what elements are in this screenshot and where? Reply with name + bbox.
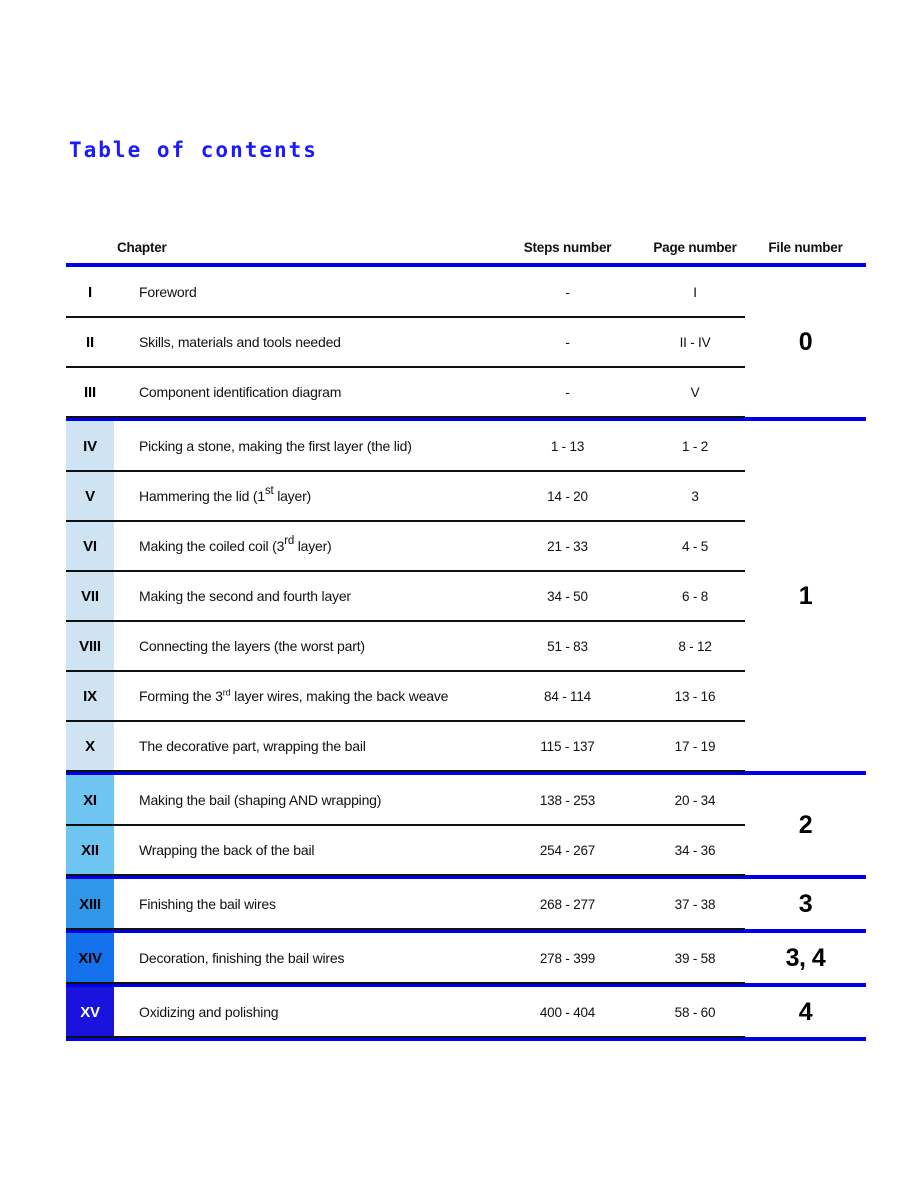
page-value: 37 - 38 — [674, 896, 716, 912]
page-value: 34 - 36 — [674, 842, 716, 858]
page-value: 8 - 12 — [678, 638, 712, 654]
chapter-title — [114, 438, 490, 454]
file-number: 4 — [798, 997, 813, 1026]
steps-value: 51 - 83 — [547, 638, 588, 654]
chapter-number-cell: X — [66, 721, 114, 771]
chapter-title — [114, 1004, 490, 1020]
page-value: 20 - 34 — [674, 792, 716, 808]
page-value: 3 — [691, 488, 699, 504]
column-header-file: File number — [768, 240, 843, 255]
steps-value: 400 - 404 — [539, 1004, 596, 1020]
file-group — [66, 987, 866, 1041]
title-text: Picking a stone, making the first layer (the lid) — [139, 438, 412, 454]
title-text: Decoration, finishing the bail wires — [139, 950, 345, 966]
title-text: Finishing the bail wires — [139, 896, 276, 912]
file-group — [66, 933, 866, 987]
title-text: Oxidizing and polishing — [139, 1004, 279, 1020]
title-text: Forming the 3 — [139, 688, 223, 704]
chapter-title — [114, 738, 490, 754]
steps-value: - — [565, 334, 570, 350]
chapter-title — [114, 535, 490, 554]
page-value: I — [693, 284, 697, 300]
chapter-number-cell: II — [66, 317, 114, 367]
title-text: Hammering the lid (1 — [139, 488, 265, 504]
page-value: 13 - 16 — [674, 688, 716, 704]
ordinal-superscript: st — [264, 485, 274, 498]
chapter-title — [114, 638, 490, 654]
title-text: The decorative part, wrapping the bail — [139, 738, 366, 754]
table-of-contents — [66, 232, 866, 1041]
steps-value: 268 - 277 — [539, 896, 596, 912]
title-text: layer) — [294, 538, 332, 554]
chapter-number-cell: XIV — [66, 933, 114, 983]
page-value: 1 - 2 — [681, 438, 708, 454]
chapter-number-cell: III — [66, 367, 114, 417]
file-group — [66, 775, 866, 879]
page-value: 6 - 8 — [681, 588, 708, 604]
chapter-number-cell: XV — [66, 987, 114, 1037]
title-text: Making the bail (shaping AND wrapping) — [139, 792, 382, 808]
column-header-steps: Steps number — [523, 240, 612, 255]
file-number: 2 — [798, 810, 813, 839]
chapter-title — [114, 792, 490, 808]
page-value: V — [690, 384, 700, 400]
title-text: Making the coiled coil (3 — [139, 538, 285, 554]
file-group — [66, 267, 866, 421]
chapter-title — [114, 896, 490, 912]
steps-value: - — [565, 384, 570, 400]
chapter-title — [114, 384, 490, 400]
chapter-number-cell: VIII — [66, 621, 114, 671]
title-text: Skills, materials and tools needed — [139, 334, 341, 350]
file-number: 0 — [798, 327, 813, 356]
title-text: layer) — [273, 488, 311, 504]
chapter-title — [114, 334, 490, 350]
column-header-page: Page number — [653, 240, 737, 255]
chapter-title — [114, 284, 490, 300]
chapter-number-cell: I — [66, 267, 114, 317]
chapter-number-cell: VII — [66, 571, 114, 621]
chapter-number-cell: XI — [66, 775, 114, 825]
steps-value: 115 - 137 — [540, 738, 595, 754]
chapter-number-cell: XIII — [66, 879, 114, 929]
file-group — [66, 421, 866, 775]
chapter-title — [114, 842, 490, 858]
chapter-number-cell: IX — [66, 671, 114, 721]
title-text: Connecting the layers (the worst part) — [139, 638, 365, 654]
steps-value: 14 - 20 — [547, 488, 588, 504]
chapter-number-cell: IV — [66, 421, 114, 471]
steps-value: 278 - 399 — [539, 950, 596, 966]
page-title: Table of contents — [69, 138, 318, 162]
file-number: 3, 4 — [785, 943, 826, 972]
steps-value: 21 - 33 — [547, 538, 588, 554]
chapter-title — [114, 485, 490, 504]
steps-value: - — [565, 284, 570, 300]
page-value: 39 - 58 — [674, 950, 716, 966]
page-value: 4 - 5 — [681, 538, 708, 554]
column-header-chapter: Chapter — [117, 240, 167, 255]
table-header-row — [66, 232, 866, 267]
steps-value: 1 - 13 — [550, 438, 585, 454]
chapter-title — [114, 950, 490, 966]
ordinal-superscript: rd — [222, 687, 231, 698]
steps-value: 254 - 267 — [539, 842, 596, 858]
chapter-title — [114, 688, 490, 704]
file-number: 1 — [798, 581, 813, 610]
page-value: 58 - 60 — [674, 1004, 716, 1020]
file-group — [66, 879, 866, 933]
title-text: Making the second and fourth layer — [139, 588, 351, 604]
chapter-number-cell: VI — [66, 521, 114, 571]
ordinal-superscript: rd — [284, 535, 295, 548]
chapter-number-cell: XII — [66, 825, 114, 875]
steps-value: 34 - 50 — [547, 588, 588, 604]
page-value: 17 - 19 — [674, 738, 716, 754]
steps-value: 84 - 114 — [544, 688, 591, 704]
chapter-title — [114, 588, 490, 604]
title-text: layer wires, making the back weave — [230, 688, 449, 704]
title-text: Component identification diagram — [139, 384, 342, 400]
chapter-number-cell: V — [66, 471, 114, 521]
title-text: Foreword — [139, 284, 197, 300]
page-value: II - IV — [679, 334, 711, 350]
title-text: Wrapping the back of the bail — [139, 842, 315, 858]
file-number: 3 — [798, 889, 813, 918]
steps-value: 138 - 253 — [539, 792, 596, 808]
table-body — [66, 267, 866, 1041]
